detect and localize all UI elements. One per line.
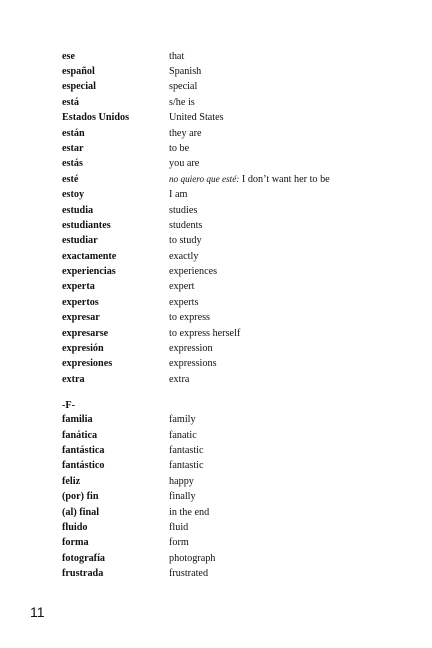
glossary-row <box>62 218 402 233</box>
glossary-row <box>62 567 402 582</box>
glossary-row <box>62 551 402 566</box>
glossary-term: expresarse <box>62 327 109 339</box>
glossary-term: experiencias <box>62 266 116 278</box>
glossary-row <box>62 474 402 489</box>
glossary-definition <box>169 175 330 185</box>
glossary-definition: fluid <box>169 521 189 533</box>
glossary-term: fluido <box>62 521 88 533</box>
glossary-term: expresión <box>62 343 104 355</box>
glossary-definition: to express herself <box>169 327 241 339</box>
glossary-row <box>62 490 402 505</box>
glossary-row <box>62 505 402 520</box>
glossary-definition: form <box>169 537 189 549</box>
glossary-term: fanática <box>62 429 98 441</box>
glossary-term: fotografía <box>62 552 105 564</box>
glossary-term: están <box>62 127 85 139</box>
glossary-row <box>62 326 402 341</box>
glossary-term: ese <box>62 50 76 62</box>
glossary-definition: Spanish <box>169 65 202 77</box>
glossary-row <box>62 536 402 551</box>
glossary-definition: to study <box>169 235 202 247</box>
glossary-row <box>62 95 402 110</box>
glossary-row <box>62 157 402 172</box>
glossary-definition: to be <box>169 142 190 154</box>
glossary-term: (por) fin <box>62 491 99 503</box>
glossary-row <box>62 49 402 64</box>
glossary-definition: photograph <box>169 552 216 564</box>
glossary-row <box>62 264 402 279</box>
glossary-row <box>62 203 402 218</box>
glossary-term: familia <box>62 414 93 426</box>
glossary-term: frustrada <box>62 568 104 580</box>
glossary-row <box>62 249 402 264</box>
glossary-row <box>62 172 402 187</box>
glossary-row <box>62 413 402 428</box>
glossary-term: especial <box>62 81 96 93</box>
glossary-definition: students <box>169 219 203 231</box>
glossary-definition: fantastic <box>169 444 204 456</box>
glossary-term: Estados Unidos <box>62 112 130 124</box>
glossary-definition: exactly <box>169 250 199 262</box>
glossary-term: extra <box>62 373 85 385</box>
glossary-definition: expert <box>169 281 195 293</box>
glossary-row <box>62 357 402 372</box>
glossary-term: estar <box>62 142 84 154</box>
glossary-term: fantástico <box>62 460 105 472</box>
glossary-term: expertos <box>62 296 99 308</box>
glossary-term: estoy <box>62 189 85 201</box>
glossary-term: (al) final <box>62 506 100 518</box>
glossary-definition: s/he is <box>169 96 195 108</box>
glossary-definition-text: I don’t want her to be <box>241 173 330 185</box>
glossary-row <box>62 111 402 126</box>
glossary-term: expresiones <box>62 358 113 370</box>
glossary-row <box>62 188 402 203</box>
glossary-row <box>62 459 402 474</box>
glossary-term: estudia <box>62 204 94 216</box>
glossary-definition: finally <box>169 491 196 503</box>
glossary-definition: extra <box>169 373 190 385</box>
page-number: 11 <box>30 604 45 620</box>
glossary-row <box>62 295 402 310</box>
glossary-row <box>62 341 402 356</box>
glossary <box>62 49 402 582</box>
glossary-definition: special <box>169 81 198 93</box>
glossary-definition: to express <box>169 312 211 324</box>
glossary-definition: fantastic <box>169 460 204 472</box>
glossary-row <box>62 443 402 458</box>
glossary-term: experta <box>62 281 95 293</box>
glossary-row <box>62 234 402 249</box>
glossary-row <box>62 280 402 295</box>
glossary-term: feliz <box>62 475 81 487</box>
glossary-row <box>62 141 402 156</box>
glossary-definition: in the end <box>169 506 210 518</box>
glossary-term: estás <box>62 158 83 170</box>
glossary-row <box>62 64 402 79</box>
glossary-term: exactamente <box>62 250 117 262</box>
glossary-definition: happy <box>169 475 194 487</box>
glossary-definition: they are <box>169 127 202 139</box>
glossary-term: expresar <box>62 312 100 324</box>
glossary-term: esté <box>62 173 79 185</box>
glossary-definition: family <box>169 414 196 426</box>
glossary-row <box>62 311 402 326</box>
glossary-row <box>62 126 402 141</box>
glossary-definition: I am <box>169 189 188 201</box>
glossary-term: está <box>62 96 79 108</box>
glossary-definition: you are <box>169 158 200 170</box>
glossary-row <box>62 428 402 443</box>
glossary-definition: United States <box>169 112 224 124</box>
glossary-row <box>62 520 402 535</box>
section-heading: -F- <box>62 399 76 411</box>
section-spacer <box>62 388 402 398</box>
glossary-definition: fanatic <box>169 429 197 441</box>
glossary-term: forma <box>62 537 89 549</box>
glossary-term: estudiantes <box>62 219 111 231</box>
glossary-row <box>62 372 402 387</box>
glossary-definition: that <box>169 50 185 62</box>
glossary-term: fantástica <box>62 444 105 456</box>
glossary-definition: experiences <box>169 266 218 278</box>
glossary-definition: studies <box>169 204 198 216</box>
glossary-row <box>62 80 402 95</box>
glossary-definition: expressions <box>169 358 217 370</box>
glossary-term: estudiar <box>62 235 98 247</box>
glossary-term: español <box>62 65 95 77</box>
glossary-definition: experts <box>169 296 199 308</box>
glossary-definition: frustrated <box>169 568 209 580</box>
usage-note: no quiero que esté: <box>169 173 240 184</box>
glossary-definition: expression <box>169 343 213 355</box>
